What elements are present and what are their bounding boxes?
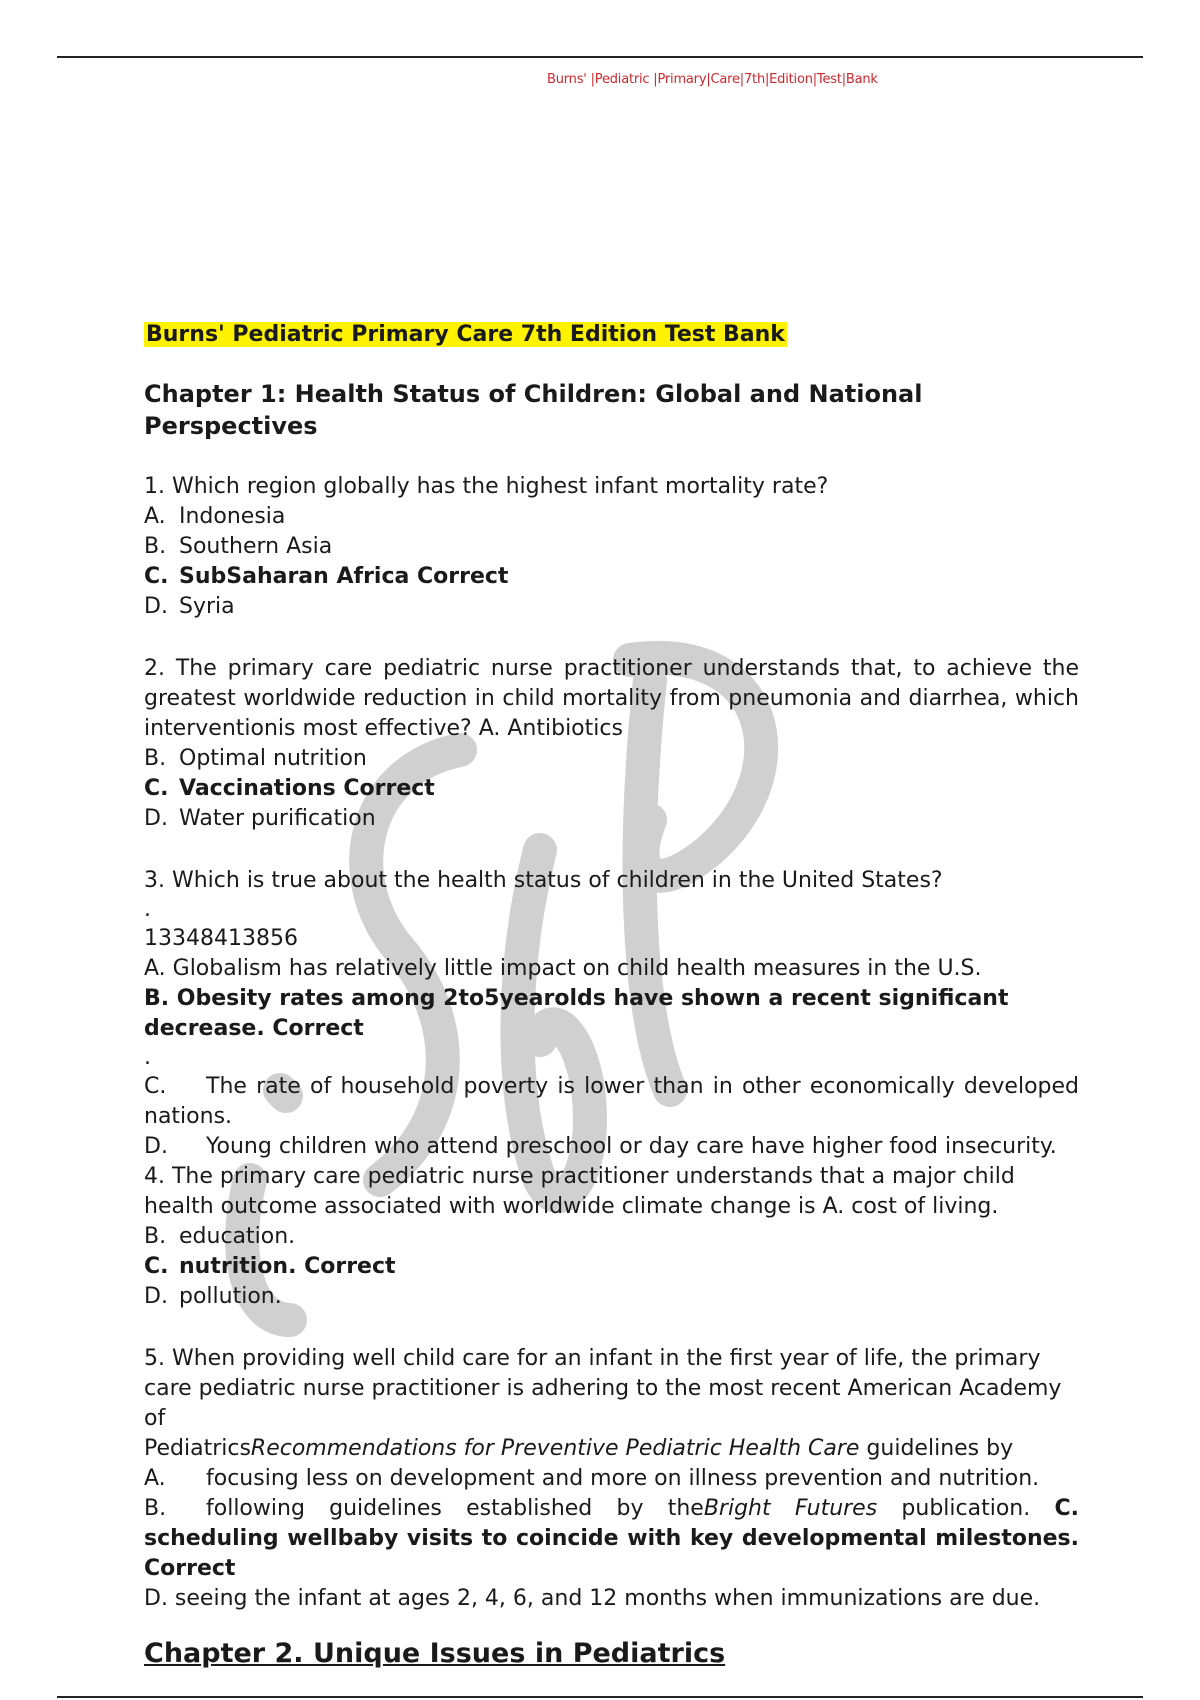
question-1-option-d: D. Syria (144, 594, 235, 619)
question-4-stem: 4. The primary care pediatric nurse practitioner understands that a major child health outcome associated with worldwide climate change is A. cost of living. (144, 1164, 1015, 1219)
question-3-option-b: B. Obesity rates among 2to5yearolds have shown a recent significant decrease. Correct (144, 986, 1009, 1041)
question-1-option-b: B. Southern Asia (144, 534, 333, 559)
chapter-2-heading: Chapter 2. Unique Issues in Pediatrics (144, 1638, 726, 1669)
chapter-1-heading: Chapter 1: Health Status of Children: Global and National Perspectives (144, 380, 923, 440)
question-5-option-d: D. seeing the infant at ages 2, 4, 6, and 12 months when immunizations are due. (144, 1586, 1041, 1611)
separator-dot: . (144, 1045, 151, 1070)
document-body (144, 320, 1079, 1700)
question-1-stem: 1. Which region globally has the highest infant mortality rate? (144, 474, 829, 499)
question-3-option-a: A. Globalism has relatively little impact on child health measures in the U.S. (144, 956, 982, 981)
question-2-option-d: D. Water purification (144, 806, 376, 831)
question-3-code: 13348413856 (144, 926, 298, 951)
question-4-option-c: C. nutrition. Correct (144, 1254, 396, 1279)
header-rule (57, 56, 1143, 58)
separator-dot: . (144, 897, 151, 922)
question-5-option-a: A. focusing less on development and more on illness prevention and nutrition. (144, 1466, 1040, 1491)
question-5-stem: 5. When providing well child care for an infant in the first year of life, the primary care pediatric nurse practitioner is adhering to the most recent American Academy of PediatricsRecommendations for Preventive Pediatric Health Care guidelines by (144, 1346, 1062, 1461)
question-5-option-b: B. following guidelines established by theBright Futures publication. C. scheduling wellbaby visits to coincide with key developmental milestones. Correct (144, 1496, 1079, 1581)
question-4-option-d: D. pollution. (144, 1284, 282, 1309)
running-header: Burns' |Pediatric |Primary|Care|7th|Edition|Test|Bank (547, 72, 878, 87)
question-3-stem: 3. Which is true about the health status of children in the United States? (144, 868, 943, 893)
question-3-option-d: D. Young children who attend preschool or day care have higher food insecurity. (144, 1134, 1057, 1159)
document-title: Burns' Pediatric Primary Care 7th Edition Test Bank (146, 322, 785, 347)
question-2-option-c: C. Vaccinations Correct (144, 776, 435, 801)
question-3-option-c: C. The rate of household poverty is lower than in other economically developed nations. (144, 1074, 1079, 1129)
question-1-option-a: A. Indonesia (144, 504, 286, 529)
question-2-option-b: B. Optimal nutrition (144, 746, 367, 771)
question-2-stem: 2. The primary care pediatric nurse practitioner understands that, to achieve the greatest worldwide reduction in child mortality from pneumonia and diarrhea, which interventionis most effective? A. Antibiotics (144, 656, 1079, 741)
question-4-option-b: B. education. (144, 1224, 296, 1249)
question-1-option-c: C. SubSaharan Africa Correct (144, 564, 509, 589)
